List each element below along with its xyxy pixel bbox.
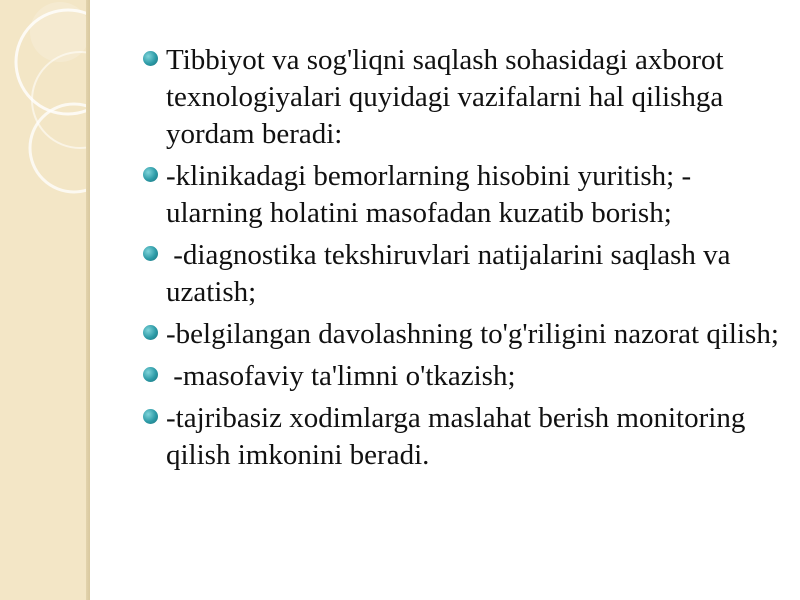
bullet-text: Tibbiyot va sog'liqni saqlash sohasidagi axborot texnologiyalari quyidagi vazifalarni hal qilishga yordam beradi: xyxy=(166,44,724,150)
bullet-dot-icon xyxy=(143,367,158,382)
bullet-text: -belgilangan davolashning to'g'riligini nazorat qilish; xyxy=(166,318,779,350)
slide-content xyxy=(140,42,780,479)
bullet-dot-icon xyxy=(143,246,158,261)
bullet-dot-icon xyxy=(143,409,158,424)
bullet-item xyxy=(140,316,780,353)
bullet-text: -tajribasiz xodimlarga maslahat berish monitoring qilish imkonini beradi. xyxy=(166,402,746,471)
bullet-item xyxy=(140,158,780,232)
bullet-text: -klinikadagi bemorlarning hisobini yuritish; -ularning holatini masofadan kuzatib borish; xyxy=(166,160,692,229)
bullet-item xyxy=(140,42,780,153)
decorative-side-panel xyxy=(0,0,86,600)
decorative-circles-graphic xyxy=(0,0,86,600)
bullet-text: -diagnostika tekshiruvlari natijalarini saqlash va uzatish; xyxy=(166,239,738,308)
bullet-item xyxy=(140,237,780,311)
bullet-dot-icon xyxy=(143,167,158,182)
bullet-dot-icon xyxy=(143,51,158,66)
bullet-item xyxy=(140,400,780,474)
bullet-item xyxy=(140,358,780,395)
bullet-text: -masofaviy ta'limni o'tkazish; xyxy=(166,360,516,392)
bullet-dot-icon xyxy=(143,325,158,340)
side-panel-edge xyxy=(86,0,90,600)
